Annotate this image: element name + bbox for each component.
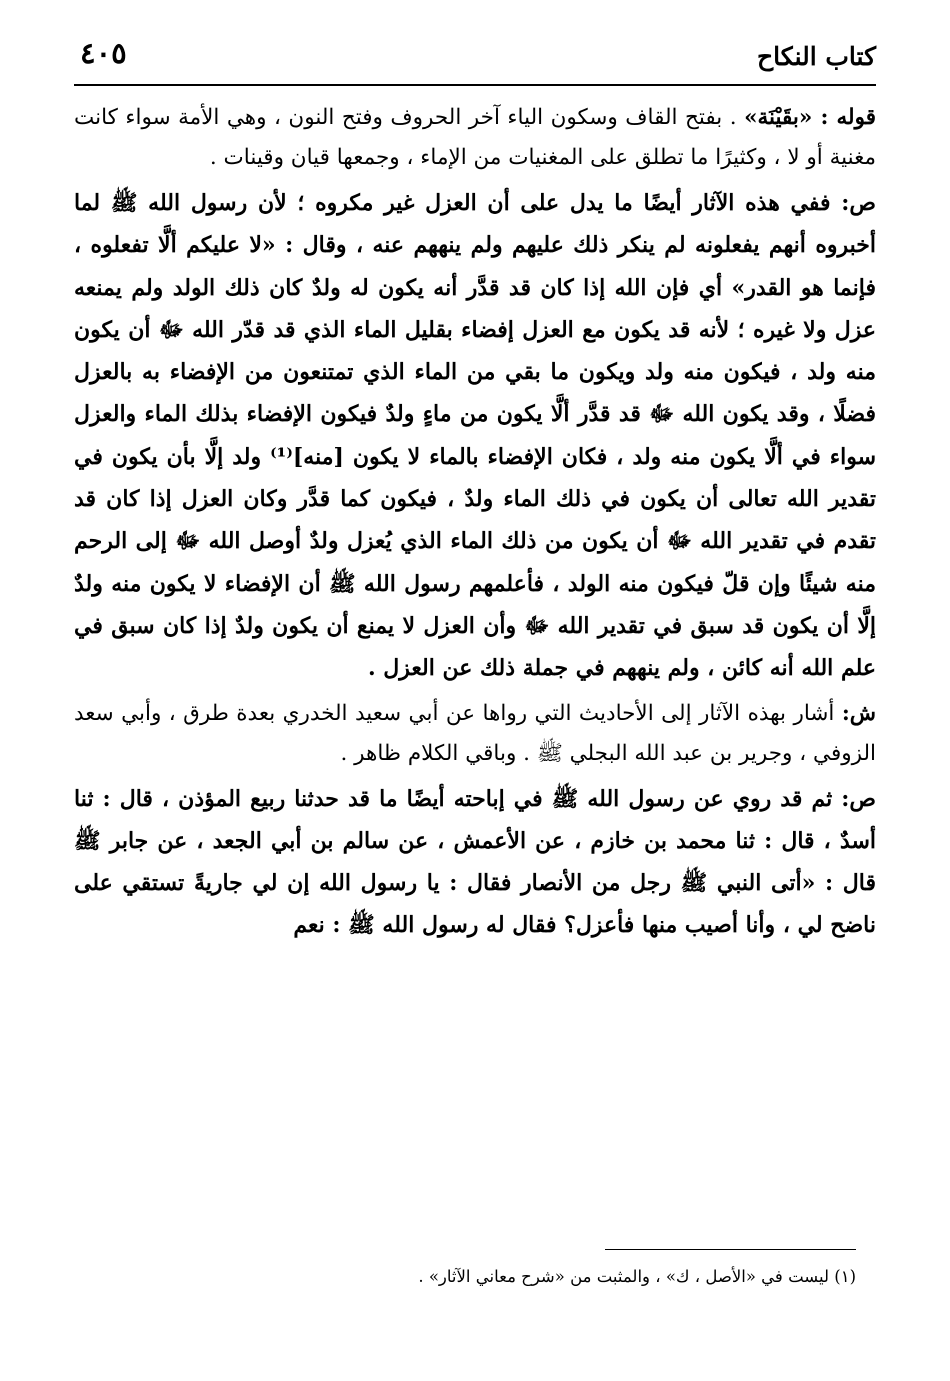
header-rule: [74, 84, 876, 86]
paragraph-shin: [74, 694, 876, 774]
paragraph-text: . بفتح القاف وسكون الياء آخر الحروف وفتح النون ، وهي الأمة سواء كانت مغنية أو لا ، وكثيرًا ما تطلق على المغنيات من الإماء ، وجمعها قيان وقينات .: [74, 105, 876, 170]
page-number: ٤٠٥: [80, 36, 127, 70]
paragraph-text: أشار بهذه الآثار إلى الأحاديث التي رواها عن أبي سعيد الخدري بعدة طرق ، وأبي سعد الزوفي ، وجرير بن عبد الله البجلي ﷺ . وباقي الكلام ظاهر .: [74, 700, 876, 766]
paragraph-text: ثم قد روي عن رسول الله ﷺ في إباحته أيضًا ما قد حدثنا ربيع المؤذن ، قال : ثنا أسدٌ ، قال : ثنا محمد بن خازم ، عن الأعمش ، عن سالم بن أبي الجعد ، عن جابر ﷺ قال : «أتى النبي ﷺ رجل من الأنصار فقال : يا رسول الله إن لي جاريةً تستقي على ناضح لي ، وأنا أصيب منها فأعزل؟ فقال له رسول الله ﷺ : نعم: [74, 785, 876, 939]
paragraph-sad-1: [74, 182, 876, 690]
paragraph-sad-2: [74, 778, 876, 947]
paragraph-lead: ص:: [841, 785, 876, 812]
body-text: [74, 98, 876, 947]
paragraph-lead: قوله : «بقَيْنَة»: [744, 105, 876, 130]
footnote: (١) ليست في «الأصل ، ك» ، والمثبت من «شرح معاني الآثار» .: [418, 1267, 856, 1286]
paragraph-text: ففي هذه الآثار أيضًا ما يدل على أن العزل غير مكروه ؛ لأن رسول الله ﷺ لما أخبروه أنهم يفعلونه لم ينكر ذلك عليهم ولم ينههم عنه ، وقال : «لا عليكم ألَّا تفعلوه ، فإنما هو القدر» أي فإن الله إذا كان قد قدَّر أنه يكون له ولدٌ كان ذلك الولد ولم يمنعه عزل ولا غيره ؛ لأنه قد يكون مع العزل إفضاء بقليل الماء الذي قد قدّر الله ﷻ أن يكون منه ولد ، فيكون منه ولد ويكون ما بقي من الماء الذي تمتنعون من الإفضاء به بالعزل فضلًا ، وقد يكون الله ﷻ قد قدَّر ألَّا يكون من ماءٍ ولدٌ فيكون الإفضاء بذلك الماء والعزل سواء في ألَّا يكون منه ولد ، فكان الإفضاء بالماء لا يكون [منه]⁽¹⁾ ولد إلَّا بأن يكون في تقدير الله تعالى أن يكون في ذلك الماء ولدٌ ، فيكون كما قدَّر وكان العزل إذا كان قد تقدم في تقدير الله ﷻ أن يكون من ذلك الماء الذي يُعزل ولدٌ أوصل الله ﷻ إلى الرحم منه شيئًا وإن قلّ فيكون منه الولد ، فأعلمهم رسول الله ﷺ أن الإفضاء لا يكون منه ولدٌ إلَّا أن يكون قد سبق في تقدير الله ﷻ وأن العزل لا يمنع أن يكون ولدٌ إذا كان سبق في علم الله أنه كائن ، ولم ينههم في جملة ذلك عن العزل .: [74, 190, 877, 682]
book-title: كتاب النكاح: [757, 42, 876, 71]
page-header: [74, 28, 876, 80]
paragraph-commentary-qawluhu: [74, 98, 876, 178]
paragraph-lead: ش:: [841, 700, 876, 726]
footnote-rule: [605, 1249, 856, 1250]
paragraph-lead: ص:: [841, 190, 876, 216]
